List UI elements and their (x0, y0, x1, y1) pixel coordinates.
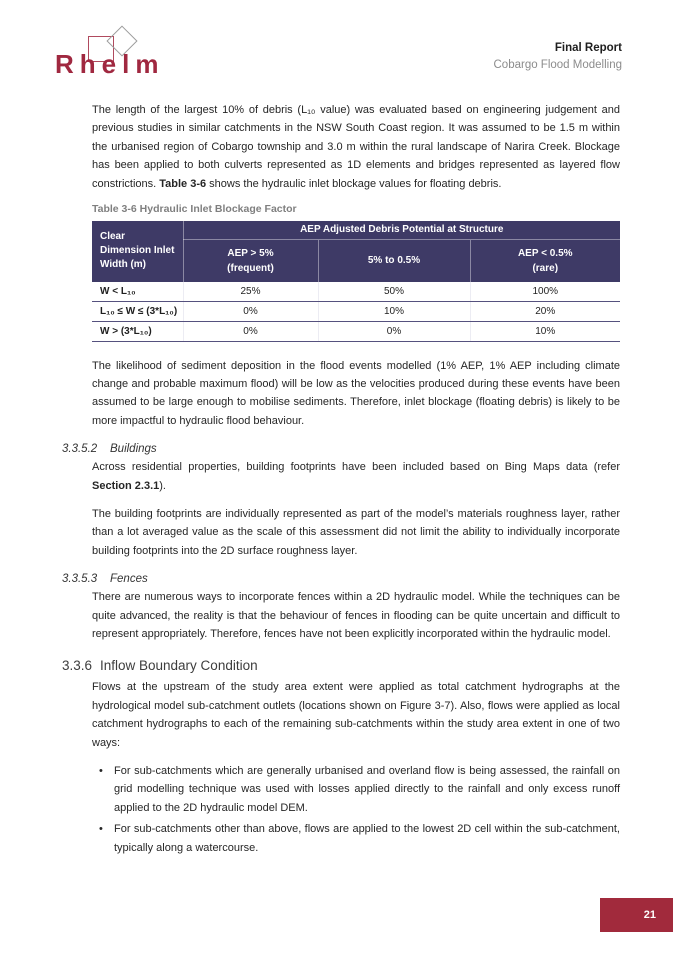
cell-value: 25% (183, 282, 318, 302)
row-label: L₁₀ ≤ W ≤ (3*L₁₀) (92, 301, 183, 321)
section-heading-buildings (62, 443, 620, 455)
cell-value: 0% (183, 321, 318, 341)
section-title: Fences (110, 573, 148, 586)
column-header-rare (470, 240, 620, 282)
section-heading-fences (62, 573, 620, 585)
table-3-6-reference: Table 3-6 (159, 177, 207, 190)
column-header-line1: AEP < 0.5% (517, 247, 573, 259)
paragraph-buildings-text-end: ). (159, 479, 166, 492)
report-subtitle: Cobargo Flood Modelling (493, 59, 622, 71)
row-label: W > (3*L₁₀) (92, 321, 183, 341)
list-item (92, 762, 620, 817)
paragraph-debris-text: The length of the largest 10% of debris (L₁₀ value) was evaluated based on engineering judgement and previous studies in similar catchments in the NSW South Coast region. It was assumed to be 1.5 m within the urbanised region of Cobargo township and 3.0 m within the rural landscape of Narira Creek. Blockage has been applied to both culverts represented as 1D elements and bridges represented as layered flow constrictions. (92, 104, 620, 190)
section-title: Inflow Boundary Condition (100, 658, 258, 674)
report-title: Final Report (554, 42, 622, 54)
cell-value: 0% (318, 321, 470, 341)
bullet-icon (92, 762, 114, 817)
logo-wordmark: Rhelm (55, 49, 165, 79)
cell-value: 0% (183, 301, 318, 321)
section-number: 3.3.5.3 (62, 573, 98, 586)
bullet-text: For sub-catchments which are generally urbanised and overland flow is being assessed, the rainfall on grid modelling technique was used with losses applied directly to the rainfall and only excess runoff applied to the 2D hydraulic model DEM. (114, 765, 620, 814)
cell-value: 100% (470, 282, 620, 302)
bullet-text: For sub-catchments other than above, flows are applied to the lowest 2D cell within the sub-catchment, typically along a watercourse. (114, 823, 620, 854)
section-number: 3.3.5.2 (62, 443, 98, 456)
page-header (55, 28, 622, 80)
paragraph-inflow: Flows at the upstream of the study area extent were applied as total catchment hydrographs at the hydrological model sub-catchment outlets (locations shown on Figure 3-7). Also, flows were applied as local catchment hydrographs to each of the remaining sub-catchments within the study area extent in one of two ways: (92, 681, 620, 749)
section-number: 3.3.6 (62, 658, 93, 674)
column-header-line2: (frequent) (227, 262, 274, 274)
cell-value: 20% (470, 301, 620, 321)
document-body (62, 101, 620, 860)
paragraph-debris (92, 101, 620, 193)
column-header-frequent (183, 240, 318, 282)
table-header-row-group (92, 221, 620, 240)
column-header-line2: (rare) (532, 262, 559, 274)
paragraph-sediment: The likelihood of sediment deposition in the flood events modelled (1% AEP, 1% AEP including climate change and probable maximum flood) will be low as the velocities produced during these events have been assumed to be large enough to mobilise sediments. Therefore, inlet blockage (floating debris) is likely to be more impactful to hydraulic flood behaviour. (92, 359, 620, 427)
section-title: Buildings (110, 443, 157, 456)
paragraph-buildings-2: The building footprints are individually represented as part of the model’s materials roughness layer, rather than a lot averaged value as the scale of this assessment did not limit the ability to individually incorporate building footprints into the 2D surface roughness layer. (92, 507, 620, 557)
corner-header-cell: Clear Dimension Inlet Width (m) (92, 221, 183, 282)
paragraph-debris-text-end: shows the hydraulic inlet blockage values for floating debris. (206, 177, 502, 190)
bullet-list (92, 762, 620, 857)
table-row (92, 282, 620, 302)
header-right (494, 28, 623, 74)
bullet-icon (92, 820, 114, 857)
table-caption: Table 3-6 Hydraulic Inlet Blockage Factor (92, 203, 297, 216)
cell-value: 50% (318, 282, 470, 302)
group-header-cell: AEP Adjusted Debris Potential at Structure (183, 221, 620, 240)
section-heading-inflow (62, 658, 620, 673)
paragraph-buildings-1 (92, 458, 620, 495)
blockage-factor-table (92, 221, 620, 342)
paragraph-buildings-text: Across residential properties, building footprints have been included based on Bing Maps data (refer (92, 461, 620, 474)
rhelm-logo (55, 28, 235, 80)
page-number-badge: 21 (600, 898, 673, 932)
paragraph-fences: There are numerous ways to incorporate fences within a 2D hydraulic model. While the techniques can be quite advanced, the reality is that the behaviour of fences in flooding can be quite uncertain and difficult to represent appropriately. Therefore, fences have not been explicitly incorporated within the hydraulic model. (92, 591, 620, 640)
list-item (92, 820, 620, 857)
column-header-mid (318, 240, 470, 282)
column-header-line1: AEP > 5% (227, 247, 274, 259)
table-row (92, 301, 620, 321)
section-2-3-1-reference: Section 2.3.1 (92, 479, 160, 492)
row-label: W < L₁₀ (92, 282, 183, 302)
cell-value: 10% (470, 321, 620, 341)
table-row (92, 321, 620, 341)
cell-value: 10% (318, 301, 470, 321)
column-header-line1: 5% to 0.5% (367, 255, 421, 267)
